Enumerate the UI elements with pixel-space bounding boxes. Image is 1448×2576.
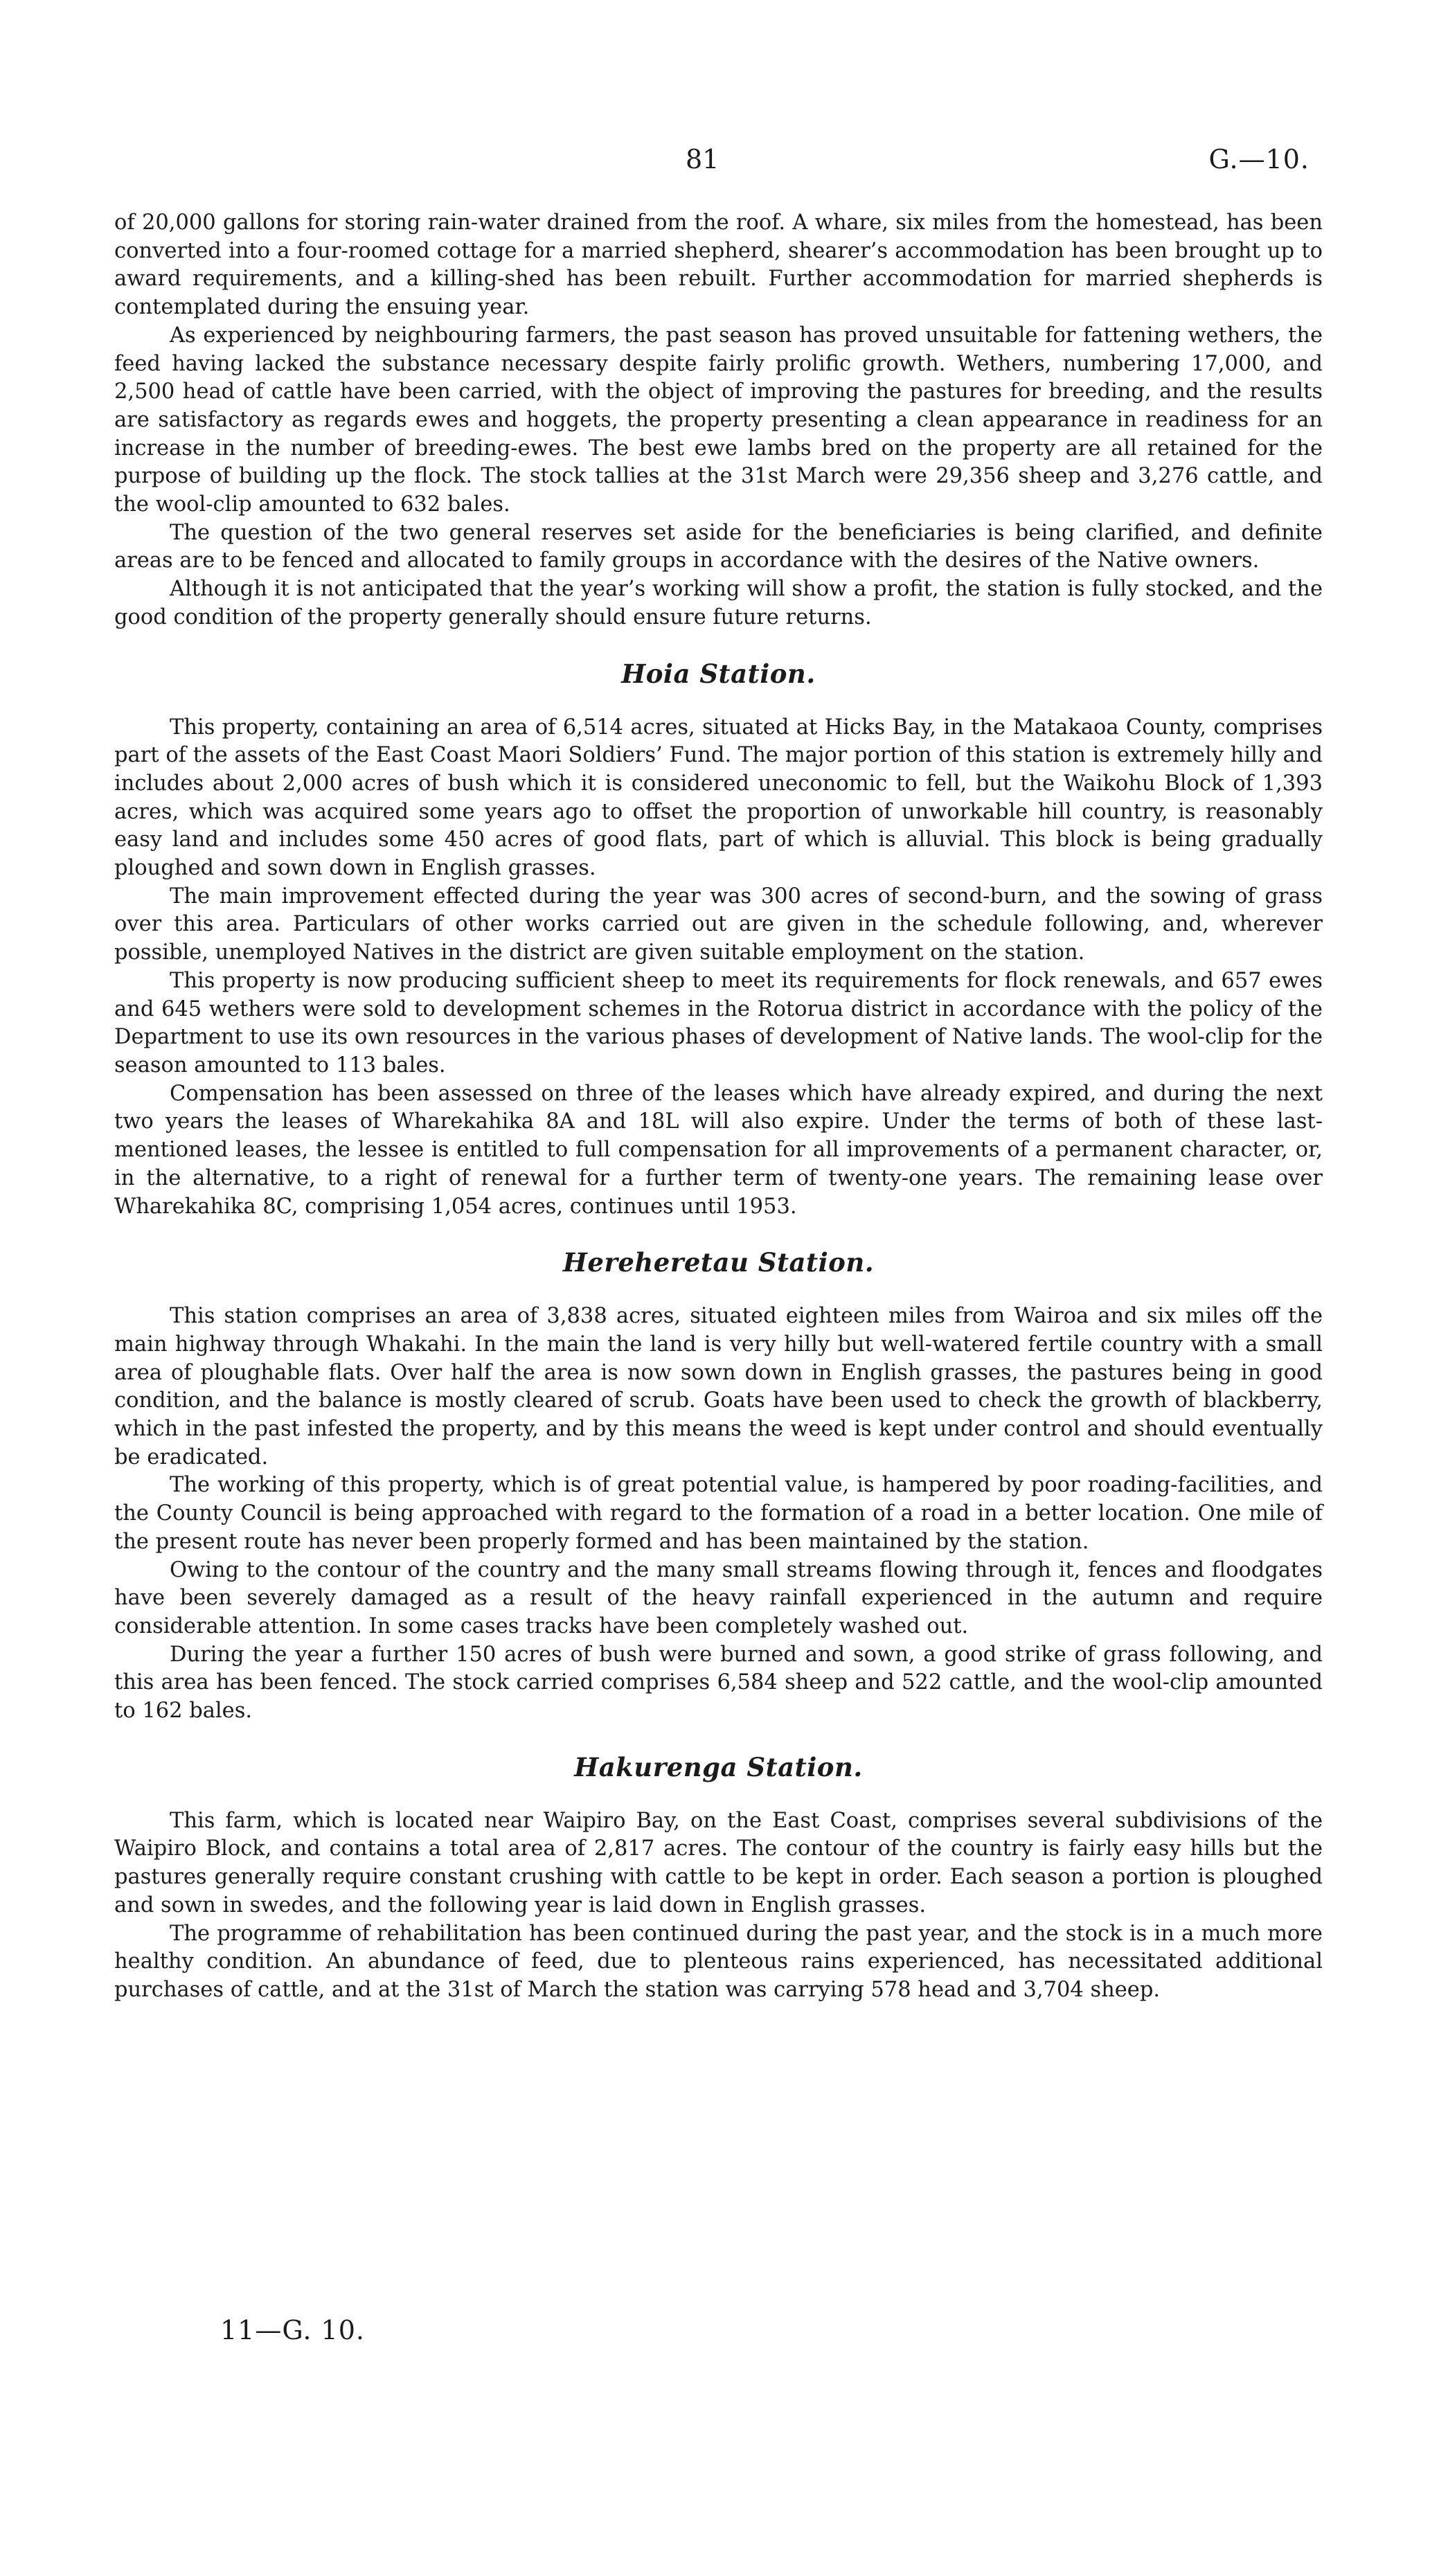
hereheretau-paragraph: Owing to the contour of the country and the many small streams flowing through it, fences and floodgates have been severely damaged as a result of the heavy rainfall experienced in the autumn and require considerable attention. In some cases tracks have been completely washed out. [114,1557,1323,1638]
page-number: 81 [686,144,719,175]
hereheretau-paragraph: This station comprises an area of 3,838 acres, situated eighteen miles from Wairoa and six miles off the main highway through Whakahi. In the main the land is very hilly but well-watered fertile country with a small area of ploughable flats. Over half the area is now sown down in English grasses, the pastures being in good condition, and the balance is mostly cleared of scrub. Goats have been used to check the growth of blackberry, which in the past infested the property, and by this means the weed is kept under control and should eventually be eradicated. [114,1304,1323,1469]
hereheretau-paragraph: The working of this property, which is of great potential value, is hampered by poor roading-facilities, and the County Council is being approached with regard to the formation of a road in a better location. One mile of the present route has never been properly formed and has been maintained by the station. [114,1473,1323,1554]
hakurenga-paragraph: This farm, which is located near Waipiro Bay, on the East Coast, comprises several subdivisions of the Waipiro Block, and contains a total area of 2,817 acres. The contour of the country is fairly easy hills but the pastures generally require constant crushing with cattle to be kept in order. Each season a portion is ploughed and sown in swedes, and the following year is laid down in English grasses. [114,1808,1323,1917]
document-reference: G.—10. [1208,144,1310,175]
hakurenga-paragraph: The programme of rehabilitation has been continued during the past year, and the stock is in a much more healthy condition. An abundance of feed, due to plenteous rains experienced, has necessitated additional purchases of cattle, and at the 31st of March the station was carrying 578 head and 3,704 sheep. [114,1921,1323,2002]
intro-paragraph: Although it is not anticipated that the year’s working will show a profit, the station is fully stocked, and the good condition of the property generally should ensure future returns. [114,577,1323,629]
section-title-hakurenga: Hakurenga Station. [574,1751,863,1782]
hereheretau-paragraph: During the year a further 150 acres of bush were burned and sown, a good strike of grass following, and this area has been fenced. The stock carried comprises 6,584 sheep and 522 cattle, and the wool-clip amounted to 162 bales. [114,1642,1323,1724]
section-title-hereheretau: Hereheretau Station. [562,1247,875,1278]
intro-paragraph: of 20,000 gallons for storing rain-water drained from the roof. A whare, six miles from the homestead, has been converted into a four-roomed cottage for a married shepherd, shearer’s accommodation has been brought up to award requirements, and a killing-shed has been rebuilt. Further accommodation for married shepherds is contemplated during the ensuing year. [114,211,1323,320]
page-body [114,209,1323,2005]
page-footer-signature: 11—G. 10. [220,2315,365,2345]
page-header [0,144,1448,186]
hoia-paragraph: This property, containing an area of 6,514 acres, situated at Hicks Bay, in the Matakaoa County, comprises part of the assets of the East Coast Maori Soldiers’ Fund. The major portion of this station is extremely hilly and includes about 2,000 acres of bush which it is considered uneconomic to fell, but the Waikohu Block of 1,393 acres, which was acquired some years ago to offset the proportion of unworkable hill country, is reasonably easy land and includes some 450 acres of good flats, part of which is alluvial. This block is being gradually ploughed and sown down in English grasses. [114,715,1323,881]
intro-paragraph: The question of the two general reserves set aside for the beneficiaries is being clarified, and definite areas are to be fenced and allocated to family groups in accordance with the desires of the Native owners. [114,520,1323,573]
hoia-paragraph: The main improvement effected during the year was 300 acres of second-burn, and the sowing of grass over this area. Particulars of other works carried out are given in the schedule following, and, wherever possible, unemployed Natives in the district are given suitable employment on the station. [114,884,1323,965]
hoia-paragraph: Compensation has been assessed on three of the leases which have already expired, and during the next two years the leases of Wharekahika 8A and 18L will also expire. Under the terms of both of these last-mentioned leases, the lessee is entitled to full compensation for all improvements of a permanent character, or, in the alternative, to a right of renewal for a further term of twenty-one years. The remaining lease over Wharekahika 8C, comprising 1,054 acres, continues until 1953. [114,1081,1323,1219]
intro-paragraph: As experienced by neighbouring farmers, the past season has proved unsuitable for fattening wethers, the feed having lacked the substance necessary despite fairly prolific growth. Wethers, numbering 17,000, and 2,500 head of cattle have been carried, with the object of improving the pastures for breeding, and the results are satisfactory as regards ewes and hoggets, the property presenting a clean appearance in readiness for an increase in the number of breeding-ewes. The best ewe lambs bred on the property are all retained for the purpose of building up the flock. The stock tallies at the 31st March were 29,356 sheep and 3,276 cattle, and the wool-clip amounted to 632 bales. [114,323,1323,517]
section-title-hoia: Hoia Station. [621,658,816,689]
hoia-paragraph: This property is now producing sufficient sheep to meet its requirements for flock renewals, and 657 ewes and 645 wethers were sold to development schemes in the Rotorua district in accordance with the policy of the Department to use its own resources in the various phases of development of Native lands. The wool-clip for the season amounted to 113 bales. [114,968,1323,1077]
